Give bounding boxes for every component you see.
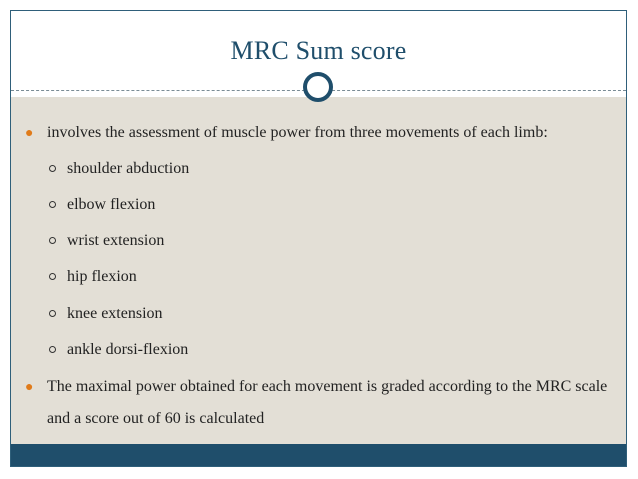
sub-bullet-text: ankle dorsi-flexion xyxy=(67,341,189,358)
hollow-circle-icon xyxy=(49,310,56,317)
bullet-item-assessment xyxy=(25,117,615,149)
bullet-text: involves the assessment of muscle power from three movements of each limb: xyxy=(47,124,548,141)
sub-bullet-item xyxy=(49,193,609,217)
sub-bullet-item xyxy=(49,302,609,326)
content-area xyxy=(11,97,626,445)
slide xyxy=(10,10,627,467)
bullet-text: The maximal power obtained for each movement is graded according to the MRC scale and a score out of 60 is calculated xyxy=(47,378,608,427)
sub-bullet-text: shoulder abduction xyxy=(67,160,190,177)
ring-icon xyxy=(303,72,333,102)
sub-bullet-item xyxy=(49,338,609,362)
sub-bullet-item xyxy=(49,229,609,253)
sub-bullet-text: hip flexion xyxy=(67,268,137,285)
hollow-circle-icon xyxy=(49,165,56,172)
bullet-item-grading xyxy=(25,371,615,435)
hollow-circle-icon xyxy=(49,273,56,280)
sub-bullet-text: elbow flexion xyxy=(67,196,156,213)
sub-bullet-text: knee extension xyxy=(67,305,163,322)
hollow-circle-icon xyxy=(49,237,56,244)
sub-bullet-item xyxy=(49,265,609,289)
slide-title: MRC Sum score xyxy=(230,36,407,65)
sub-bullet-text: wrist extension xyxy=(67,232,165,249)
hollow-circle-icon xyxy=(49,201,56,208)
sub-bullet-item xyxy=(49,157,609,181)
hollow-circle-icon xyxy=(49,346,56,353)
footer-bar xyxy=(11,444,626,466)
